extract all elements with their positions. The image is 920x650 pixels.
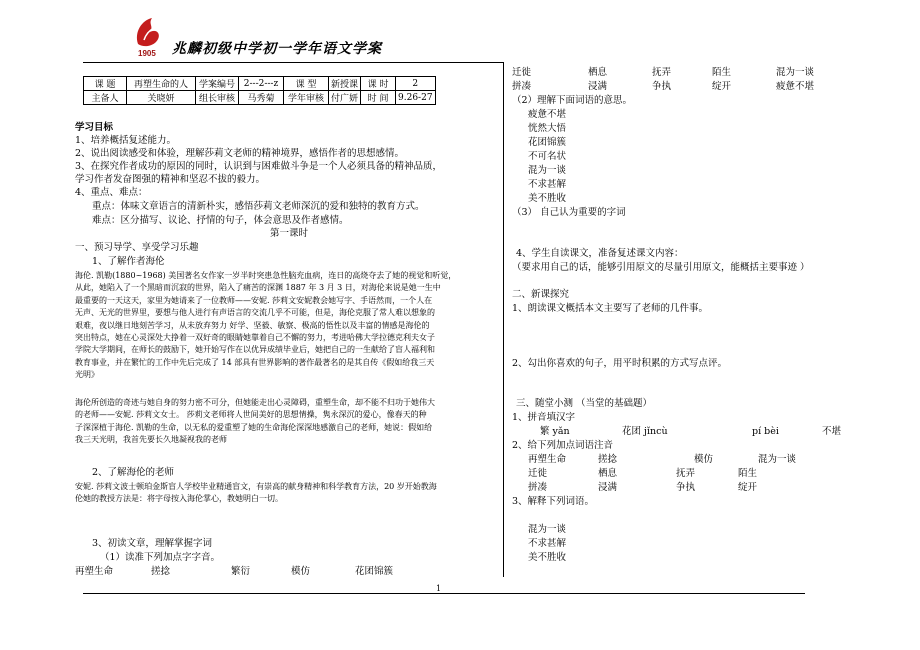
info-cell: 时 间 xyxy=(361,91,396,105)
test-item-1: 1、拼音填汉字 xyxy=(512,412,576,423)
meaning-word: 混为一谈 xyxy=(528,165,567,176)
meaning-word: 花团锦簇 xyxy=(528,137,567,148)
word-item: 浸满 xyxy=(588,81,608,92)
info-cell: 2 xyxy=(396,77,436,91)
reading-heading: 3、初读文章，理解掌握字词 xyxy=(92,538,213,549)
info-cell: 学案编号 xyxy=(196,77,239,91)
word-item: 拼凑 xyxy=(512,81,532,92)
word-item: 疲惫不堪 xyxy=(776,81,815,92)
word-item: 再塑生命 xyxy=(75,566,114,577)
word-item: 搓捻 xyxy=(598,454,618,465)
lesson-label: 第一课时 xyxy=(270,228,309,239)
info-cell: 学年审核 xyxy=(284,91,329,105)
word-item: 绽开 xyxy=(712,81,732,92)
teacher-paragraph xyxy=(75,481,437,506)
word-item: 混为一谈 xyxy=(776,67,815,78)
text-line: 从此，她陷入了一个黑暗而沉寂的世界，陷入了痛苦的深渊 1887 年 3 月 3 日，对海伦来说是她一生中 xyxy=(75,283,441,293)
info-cell: 再塑生命的人 xyxy=(127,77,196,91)
info-row-1 xyxy=(84,77,436,91)
word-item: 争执 xyxy=(676,482,696,493)
page-title: 兆麟初级中学初一学年语文学案 xyxy=(172,41,382,57)
text-line: 安妮. 莎莉文波士顿珀金斯盲人学校毕业精通盲文，有崇高的献身精神和科学教育方法，20 岁开始教海 xyxy=(75,482,437,491)
word-item: 抚弄 xyxy=(652,67,672,78)
column-divider xyxy=(503,62,504,577)
text-line: 学院大学期间，在师长的鼓励下，她开始写作在以优异成绩毕业后，她把自己的一生献给了盲人福利和 xyxy=(75,345,435,355)
word-item: 陌生 xyxy=(712,67,732,78)
logo-year: 1905 xyxy=(138,49,156,58)
meaning-heading: （2）理解下面词语的意思。 xyxy=(512,95,633,106)
word-item: 迁徙 xyxy=(512,67,532,78)
explore-heading: 二、新课探究 xyxy=(512,289,570,300)
pinyin-item: 不堪 xyxy=(822,426,842,437)
meaning-word: 不可名状 xyxy=(528,151,567,162)
retell-requirement: （要求用自己的话，能够引用原文的尽量引用原文，能概括主要事迹 ） xyxy=(512,262,810,273)
text-line: 海伦. 凯勒(1880~1968) 美国著名女作家一岁半时突患急性脑充血病，连日的高烧夺去了她的视觉和听觉， xyxy=(75,271,457,280)
word-item: 搓捻 xyxy=(151,566,171,577)
text-line: 教育事业，并在繁忙的工作中先后完成了 14 部具有世界影响的著作最著名的是其自传《假如给我三天 xyxy=(75,357,435,367)
info-cell: 付广妍 xyxy=(329,91,361,105)
question-2: 2、勾出你喜欢的句子，用平时积累的方式写点评。 xyxy=(512,358,728,369)
helen-paragraph xyxy=(75,270,456,382)
meaning-word: 美不胜收 xyxy=(528,193,567,204)
info-row-2 xyxy=(84,91,436,105)
info-cell: 马秀菊 xyxy=(239,91,284,105)
info-cell: 课 题 xyxy=(84,77,127,91)
logo-emblem-icon xyxy=(130,14,170,58)
text-line: 突出特点，她在心灵深处大挣着一双好奇的眼睛她靠着自己不懈的努力，考进哈佛大学拉德克利夫女子 xyxy=(75,333,435,343)
word-item: 拼凑 xyxy=(528,482,548,493)
info-cell: 2---2---z xyxy=(239,77,284,91)
word-item: 模仿 xyxy=(291,566,311,577)
word-item: 繁衍 xyxy=(231,566,251,577)
goals-heading: 学习目标 xyxy=(75,122,114,133)
word-item: 栖息 xyxy=(588,67,608,78)
page-number: 1 xyxy=(436,584,442,593)
test-item-2: 2、给下列加点词语注音 xyxy=(512,440,614,451)
test-heading: 三、随堂小测 （当堂的基础题） xyxy=(516,398,653,409)
explain-word: 不求甚解 xyxy=(528,538,567,549)
info-cell: 课 时 xyxy=(361,77,396,91)
meaning-word: 疲惫不堪 xyxy=(528,109,567,120)
word-item: 迁徙 xyxy=(528,468,548,479)
retell-prompt: 4、学生自读课文，准备复述课文内容： xyxy=(516,248,684,259)
word-item: 再塑生命 xyxy=(528,454,567,465)
pinyin-item: 繁 yǎn xyxy=(540,426,570,437)
info-cell: 关晓妍 xyxy=(127,91,196,105)
pinyin-item: 花团 jǐncù xyxy=(622,426,668,437)
school-logo xyxy=(130,14,170,58)
key-heading: 4、重点、难点： xyxy=(75,187,148,198)
own-words-prompt: （3） 自己认为重要的字词 xyxy=(512,207,626,218)
text-line: 光明》 xyxy=(75,370,99,380)
goal-item: 1、培养概括复述能力。 xyxy=(75,135,177,146)
teacher-heading: 2、了解海伦的老师 xyxy=(92,467,175,478)
goal-item: 2、说出阅读感受和体验，理解莎莉文老师的精神境界，感悟作者的思想感情。 xyxy=(75,148,405,159)
info-cell: 组长审核 xyxy=(196,91,239,105)
meaning-word: 不求甚解 xyxy=(528,179,567,190)
word-item: 栖息 xyxy=(598,468,618,479)
word-item: 花团锦簇 xyxy=(355,566,394,577)
word-item: 模仿 xyxy=(694,454,714,465)
explain-word: 美不胜收 xyxy=(528,552,567,563)
word-item: 混为一谈 xyxy=(758,454,797,465)
reading-sub: （1）读准下列加点字字音。 xyxy=(100,552,221,563)
word-item: 绽开 xyxy=(738,482,758,493)
word-item: 浸满 xyxy=(598,482,618,493)
question-1: 1、朗读课文概括本文主要写了老师的几件事。 xyxy=(512,303,709,314)
explain-word: 混为一谈 xyxy=(528,524,567,535)
test-item-3: 3、解释下列词语。 xyxy=(512,496,595,507)
info-table xyxy=(83,76,436,105)
word-item: 争执 xyxy=(652,81,672,92)
goal-item: 3、在探究作者成功的原因的同时，认识到与困难做斗争是一个人必须具备的精神品质， xyxy=(75,161,443,172)
word-item: 抚弄 xyxy=(676,468,696,479)
helen-paragraph-2 xyxy=(75,397,435,447)
text-line: 艰难，夜以继日地刻苦学习，从未放弃努力 好学、坚毅、敏察、极高的悟性以及丰富的情感是海伦的 xyxy=(75,320,430,330)
goal-item: 学习作者发奋图强的精神和坚忍不拔的毅力。 xyxy=(75,174,266,185)
info-cell: 课 型 xyxy=(284,77,329,91)
meaning-word: 恍然大悟 xyxy=(528,123,567,134)
difficulty: 难点：区分描写、议论、抒情的句子，体会意思及作者感情。 xyxy=(92,215,349,226)
text-line: 子深深植于海伦. 凯勒的生命，以无私的爱重塑了她的生命海伦深深地感激自己的老师，她说：假如给 xyxy=(75,422,433,432)
key-point: 重点：体味文章语言的清新朴实，感悟莎莉文老师深沉的爱和独特的教育方式。 xyxy=(92,201,425,212)
text-line: 的老师——安妮. 莎莉文女士。 莎莉文老师将人世间美好的思想情操，隽永深沉的爱心，像春天的种 xyxy=(75,410,427,420)
footer-rule xyxy=(83,593,805,594)
info-cell: 主备人 xyxy=(84,91,127,105)
header-rule xyxy=(83,62,503,63)
text-line: 海伦所创造的奇迹与她自身的努力密不可分，但她能走出心灵障碍，重塑生命，却不能不归功于她伟大 xyxy=(75,398,435,407)
info-cell: 新授课 xyxy=(329,77,361,91)
text-line: 最重要的一天这天，家里为她请来了一位教师——安妮. 莎莉文安妮教会她写字、手语然而，一个人在 xyxy=(75,295,433,305)
preview-heading: 一、预习导学、享受学习乐趣 xyxy=(75,242,199,253)
text-line: 伦她的教授方法是：将字母按入海伦掌心，教她明白一切。 xyxy=(75,494,283,504)
helen-heading: 1、了解作者海伦 xyxy=(92,256,165,267)
text-line: 无声、无光的世界里，要想与他人进行有声语言的交流几乎不可能，但是，海伦克服了常人难以想象的 xyxy=(75,308,435,318)
info-cell: 9.26-27 xyxy=(396,91,436,105)
pinyin-item: pí bèi xyxy=(752,426,779,437)
word-item: 陌生 xyxy=(738,468,758,479)
text-line: 我三天光明，我首先要长久地凝视我的老师 xyxy=(75,435,227,445)
